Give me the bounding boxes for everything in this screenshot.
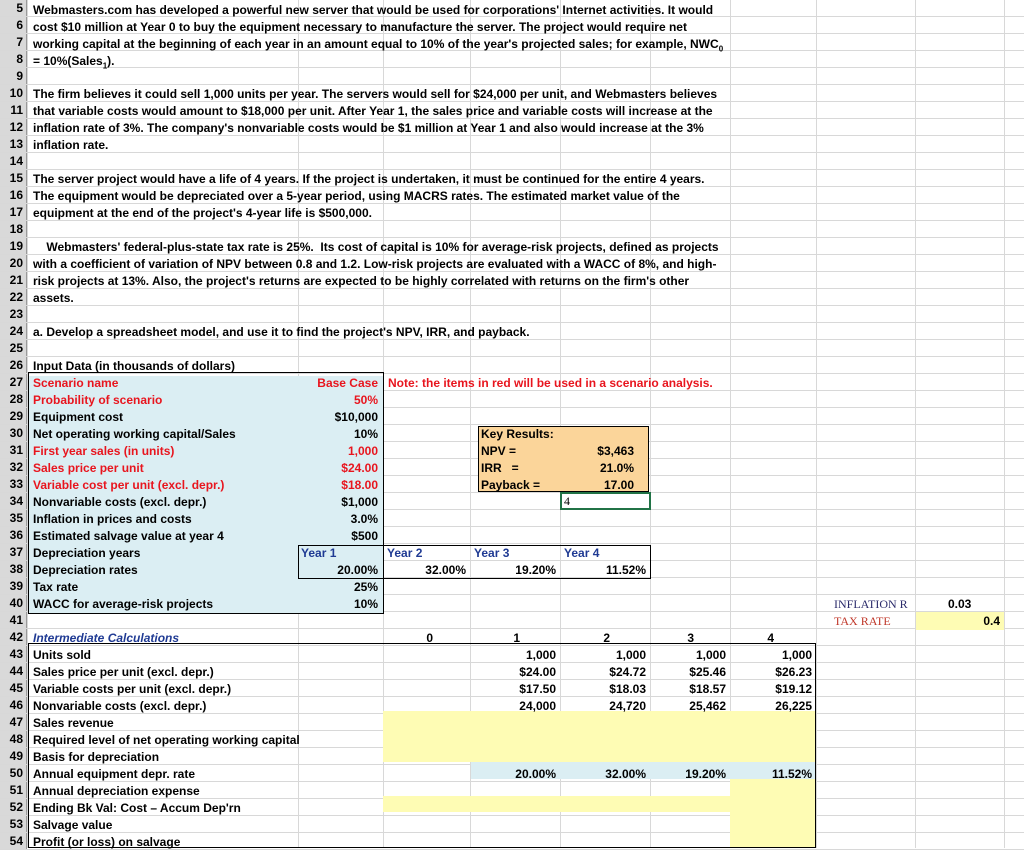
row-header[interactable]: 5 [0, 0, 27, 16]
input-label: First year sales (in units) [33, 444, 175, 458]
irr-label: IRR = [481, 461, 519, 475]
irr-value[interactable]: 21.0% [599, 461, 634, 475]
row-header[interactable]: 9 [0, 68, 27, 84]
intermediate-label: Ending Bk Val: Cost – Accum Dep'rn [33, 801, 241, 815]
input-value[interactable]: Base Case [317, 376, 378, 390]
year-2-col: 2 [603, 631, 610, 645]
row-header[interactable]: 11 [0, 102, 27, 118]
row-header[interactable]: 28 [0, 391, 27, 407]
row-header[interactable]: 10 [0, 85, 27, 101]
row-header[interactable]: 41 [0, 612, 27, 628]
intermediate-value[interactable]: 1,000 [525, 648, 556, 662]
problem-line-21: risk projects at 13%. Also, the project's returns are expected to be highly correlated with returns on the firm's other [33, 274, 690, 288]
row-header[interactable]: 25 [0, 340, 27, 356]
sales-subscript: 1 [102, 61, 108, 71]
wacc-value[interactable]: 10% [353, 597, 378, 611]
row-header[interactable]: 50 [0, 765, 27, 781]
row-header[interactable]: 14 [0, 153, 27, 169]
problem-line-12: inflation rate of 3%. The company's nonvariable costs would be $1 million at Year 1 and also would increase at the 3% [33, 121, 704, 135]
input-value[interactable]: 10% [353, 427, 378, 441]
intermediate-label: Profit (or loss) on salvage [33, 835, 181, 849]
row-header[interactable]: 19 [0, 238, 27, 254]
input-value[interactable]: 3.0% [350, 512, 378, 526]
payback-value[interactable]: 17.00 [603, 478, 634, 492]
input-label: Equipment cost [33, 410, 124, 424]
intermediate-label: Salvage value [33, 818, 113, 832]
problem-line-17: equipment at the end of the project's 4-year life is $500,000. [33, 206, 372, 220]
input-label: Net operating working capital/Sales [33, 427, 236, 441]
input-label: Scenario name [33, 376, 119, 390]
input-value[interactable]: $18.00 [341, 478, 378, 492]
nwc-subscript: 0 [718, 44, 724, 54]
row-header[interactable]: 22 [0, 289, 27, 305]
intermediate-value[interactable]: 32.00% [605, 767, 646, 781]
row-header[interactable]: 21 [0, 272, 27, 288]
tax-rate-side-value[interactable]: 0.4 [983, 614, 1000, 628]
problem-line-22: assets. [33, 291, 74, 305]
year-4-col: 4 [767, 631, 774, 645]
problem-line-16: The equipment would be depreciated over a 5-year period, using MACRS rates. The estimated market value of the [33, 189, 680, 203]
dep-rate-1[interactable]: 20.00% [337, 563, 378, 577]
row-header[interactable]: 23 [0, 306, 27, 322]
intermediate-label: Basis for depreciation [33, 750, 160, 764]
intermediate-label: Sales price per unit (excl. depr.) [33, 665, 214, 679]
dep-rates-label: Depreciation rates [33, 563, 138, 577]
row-header[interactable]: 36 [0, 527, 27, 543]
year-0-col: 0 [426, 631, 433, 645]
row-header[interactable]: 30 [0, 425, 27, 441]
intermediate-label: Required level of net operating working capital [33, 733, 300, 747]
input-label: Nonvariable costs (excl. depr.) [33, 495, 207, 509]
intermediate-value[interactable]: $17.50 [519, 682, 556, 696]
row-header[interactable]: 52 [0, 799, 27, 815]
intermediate-value[interactable]: 19.20% [685, 767, 726, 781]
input-value[interactable]: $500 [351, 529, 378, 543]
problem-line-20: with a coefficient of variation of NPV between 0.8 and 1.2. Low-risk projects are evaluated with a WACC of 8%, and high- [33, 257, 717, 271]
row-header[interactable]: 16 [0, 187, 27, 203]
row-header[interactable]: 34 [0, 493, 27, 509]
intermediate-value[interactable]: 11.52% [771, 767, 812, 781]
year-1-col: 1 [513, 631, 520, 645]
intermediate-label: Sales revenue [33, 716, 114, 730]
intermediate-label: Annual depreciation expense [33, 784, 200, 798]
problem-line-6: cost $10 million at Year 0 to buy the equipment necessary to manufacture the server. The project would require net [33, 20, 687, 34]
intermediate-value[interactable]: 24,720 [609, 699, 646, 713]
dep-rate-4[interactable]: 11.52% [605, 563, 646, 577]
inflation-rate-label: INFLATION R [834, 597, 908, 611]
input-value[interactable]: 1,000 [347, 444, 378, 458]
intermediate-value[interactable]: 20.00% [515, 767, 556, 781]
intermediate-label: Nonvariable costs (excl. depr.) [33, 699, 207, 713]
dep-rate-2[interactable]: 32.00% [425, 563, 466, 577]
input-value[interactable]: $24.00 [341, 461, 378, 475]
year-3-col: 3 [687, 631, 694, 645]
problem-line-19: Webmasters' federal-plus-state tax rate is 25%. Its cost of capital is 10% for average-risk projects, defined as projects [33, 240, 719, 254]
active-cell-content[interactable]: 4 [564, 494, 570, 508]
row-header[interactable]: 29 [0, 408, 27, 424]
row-header[interactable]: 6 [0, 17, 27, 33]
intermediate-value[interactable]: 26,225 [775, 699, 812, 713]
intermediate-value[interactable]: $25.46 [689, 665, 726, 679]
row-header[interactable]: 42 [0, 629, 27, 645]
row-header[interactable]: 51 [0, 782, 27, 798]
row-header[interactable]: 18 [0, 221, 27, 237]
problem-line-11: that variable costs would amount to $18,000 per unit. After Year 1, the sales price and variable costs will increase at the [33, 104, 713, 118]
row-header[interactable]: 45 [0, 680, 27, 696]
intermediate-label: Annual equipment depr. rate [33, 767, 196, 781]
year-4-header: Year 4 [564, 546, 600, 560]
row-header[interactable]: 20 [0, 255, 27, 271]
wacc-label: WACC for average-risk projects [33, 597, 214, 611]
row-header[interactable]: 8 [0, 51, 27, 67]
row-header[interactable]: 17 [0, 204, 27, 220]
problem-line-7 [33, 36, 723, 57]
year-3-header: Year 3 [474, 546, 510, 560]
year-1-header: Year 1 [301, 546, 337, 560]
payback-label: Payback = [481, 478, 541, 492]
row-header[interactable]: 15 [0, 170, 27, 186]
row-header[interactable]: 43 [0, 646, 27, 662]
row-header[interactable]: 12 [0, 119, 27, 135]
row-header[interactable]: 32 [0, 459, 27, 475]
input-value[interactable]: $1,000 [341, 495, 378, 509]
row-header[interactable]: 54 [0, 833, 27, 849]
row-header[interactable]: 24 [0, 323, 27, 339]
dep-years-label: Depreciation years [33, 546, 141, 560]
row-header[interactable]: 48 [0, 731, 27, 747]
problem-line-8-text: = 10%(Sales [33, 54, 103, 68]
row-header[interactable]: 46 [0, 697, 27, 713]
dep-rate-3[interactable]: 19.20% [515, 563, 556, 577]
row-header[interactable]: 27 [0, 374, 27, 390]
intermediate-value[interactable]: $18.57 [689, 682, 726, 696]
row-header[interactable]: 26 [0, 357, 27, 373]
row-header[interactable]: 40 [0, 595, 27, 611]
problem-line-15: The server project would have a life of 4 years. If the project is undertaken, it must be continued for the entire 4 years. [33, 172, 705, 186]
intermediate-value[interactable]: $19.12 [775, 682, 812, 696]
row-header[interactable]: 53 [0, 816, 27, 832]
tax-rate-label: Tax rate [33, 580, 79, 594]
problem-line-10: The firm believes it could sell 1,000 units per year. The servers would sell for $24,000 per unit, and Webmasters believes [33, 87, 718, 101]
npv-label: NPV = [481, 444, 517, 458]
input-label: Sales price per unit [33, 461, 144, 475]
input-label: Estimated salvage value at year 4 [33, 529, 224, 543]
row-header[interactable]: 35 [0, 510, 27, 526]
input-label: Variable cost per unit (excl. depr.) [33, 478, 225, 492]
intermediate-value[interactable]: 25,462 [689, 699, 726, 713]
row-header[interactable]: 44 [0, 663, 27, 679]
row-header[interactable]: 39 [0, 578, 27, 594]
selected-cell[interactable] [560, 492, 651, 510]
input-label: Probability of scenario [33, 393, 163, 407]
row-header[interactable]: 31 [0, 442, 27, 458]
row-header[interactable]: 47 [0, 714, 27, 730]
intermediate-label: Units sold [33, 648, 92, 662]
intermediate-value[interactable]: $24.00 [519, 665, 556, 679]
intermediate-value[interactable]: 1,000 [781, 648, 812, 662]
row-header[interactable]: 13 [0, 136, 27, 152]
tax-rate-side-label: TAX RATE [834, 614, 891, 628]
problem-line-7-text: working capital at the beginning of each year in an amount equal to 10% of the year's projected sales; for example, NWC [33, 37, 719, 51]
input-header: Input Data (in thousands of dollars) [33, 359, 235, 373]
intermediate-value[interactable]: $24.72 [609, 665, 646, 679]
row-header[interactable]: 7 [0, 34, 27, 50]
intermediate-value[interactable]: $18.03 [609, 682, 646, 696]
intermediate-value[interactable]: 24,000 [519, 699, 556, 713]
problem-line-8-tail: ). [107, 54, 115, 68]
problem-line-5: Webmasters.com has developed a powerful new server that would be used for corporations' Internet activities. It would [33, 3, 714, 17]
input-value[interactable]: $10,000 [334, 410, 378, 424]
intermediate-value[interactable]: 1,000 [615, 648, 646, 662]
problem-line-8 [33, 53, 115, 71]
problem-line-13: inflation rate. [33, 138, 109, 152]
key-results-title: Key Results: [481, 427, 554, 441]
intermediate-value[interactable]: 1,000 [695, 648, 726, 662]
row-header[interactable]: 49 [0, 748, 27, 764]
row-header[interactable]: 38 [0, 561, 27, 577]
row-header[interactable]: 33 [0, 476, 27, 492]
row-header[interactable]: 37 [0, 544, 27, 560]
question-a: a. Develop a spreadsheet model, and use it to find the project's NPV, IRR, and payback. [33, 325, 530, 339]
scenario-note: Note: the items in red will be used in a scenario analysis. [388, 376, 713, 390]
tax-rate-value[interactable]: 25% [353, 580, 378, 594]
year-2-header: Year 2 [387, 546, 423, 560]
npv-value[interactable]: $3,463 [597, 444, 634, 458]
input-value[interactable]: 50% [353, 393, 378, 407]
intermediate-label: Variable costs per unit (excl. depr.) [33, 682, 232, 696]
inflation-rate-value[interactable]: 0.03 [948, 597, 972, 611]
intermediate-value[interactable]: $26.23 [775, 665, 812, 679]
intermediate-header: Intermediate Calculations [33, 631, 180, 645]
input-label: Inflation in prices and costs [33, 512, 192, 526]
